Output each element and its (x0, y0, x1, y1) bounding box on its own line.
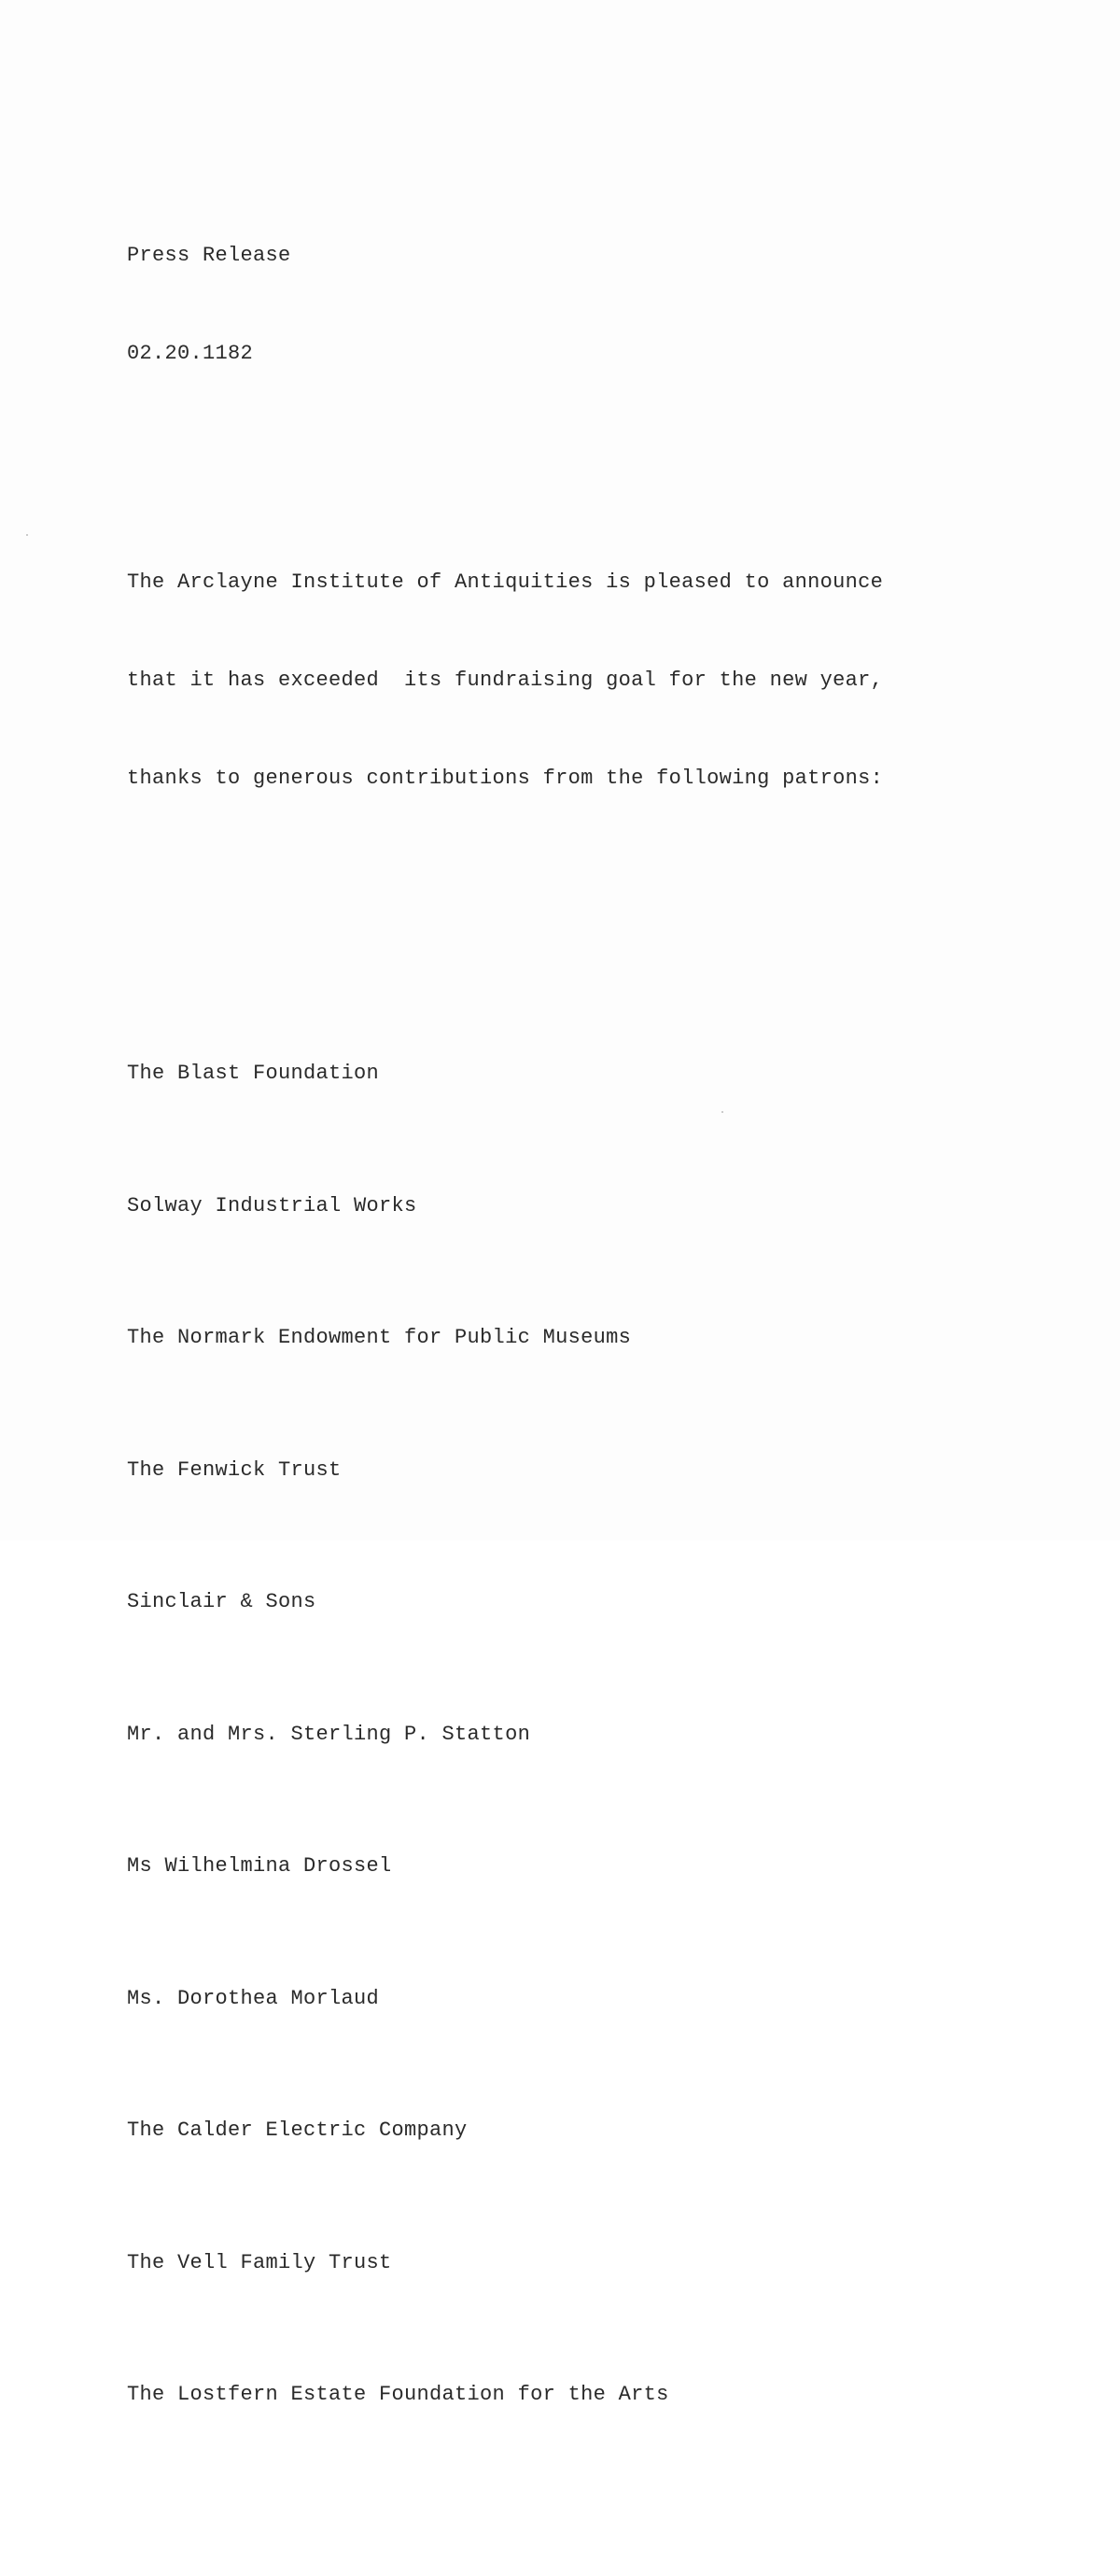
patron-item: The Lostfern Estate Foundation for the Arts (127, 2383, 669, 2406)
paper-speck (26, 534, 28, 536)
patron-item: Solway Industrial Works (127, 1193, 417, 1218)
press-release-text (127, 174, 883, 2576)
patron-item: The Fenwick Trust (127, 1457, 342, 1482)
announcement-line: thanks to generous contributions from the following patrons: (127, 767, 884, 790)
patron-item: Ms Wilhelmina Drossel (127, 1854, 392, 1878)
patron-item: The Blast Foundation (127, 1062, 380, 1085)
patron-item: The Calder Electric Company (127, 2119, 468, 2142)
patron-item: The Vell Family Trust (127, 2250, 392, 2274)
patron-item: Sinclair & Sons (127, 1590, 316, 1613)
patron-item: Mr. and Mrs. Sterling P. Statton (127, 1722, 531, 1746)
document-heading: Press Release (127, 244, 291, 267)
announcement-line: The Arclayne Institute of Antiquities is pleased to announce (127, 570, 884, 594)
document-date: 02.20.1182 (127, 342, 254, 365)
announcement-line: that it has exceeded its fundraising goal for the new year, (127, 669, 884, 692)
patron-list (127, 992, 883, 2511)
announcement-paragraph (127, 500, 883, 860)
patron-item: The Normark Endowment for Public Museums (127, 1326, 632, 1349)
patron-item: Ms. Dorothea Morlaud (127, 1986, 380, 2010)
